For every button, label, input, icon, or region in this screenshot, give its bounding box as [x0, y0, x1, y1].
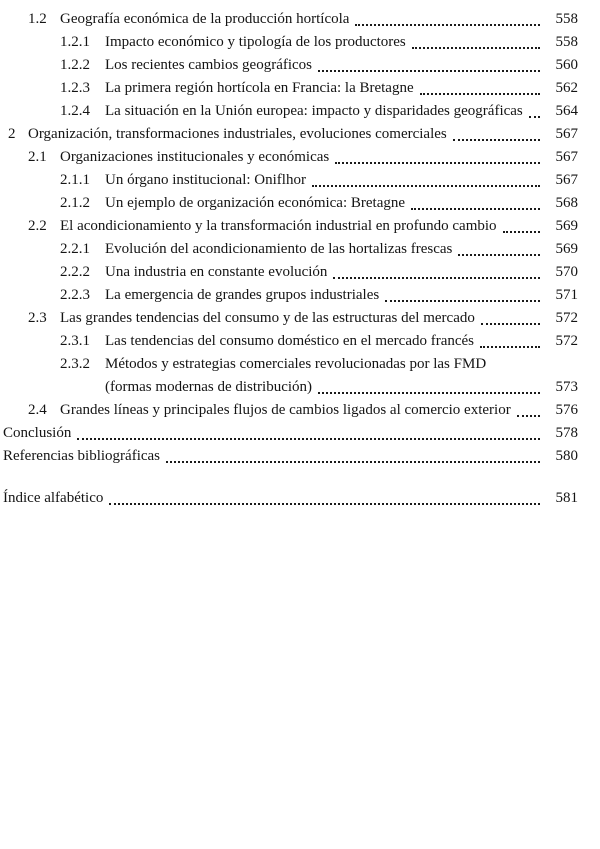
- dotted-leader: [385, 300, 540, 302]
- toc-entry: [0, 399, 578, 422]
- toc-entry: [0, 169, 578, 192]
- toc-entry-label: El acondicionamiento y la transformación industrial en profundo cambio: [60, 218, 497, 234]
- toc-entry-continuation: [0, 376, 578, 399]
- toc-entry: [0, 422, 578, 445]
- toc-entry-page: 569: [555, 218, 578, 234]
- toc-entry: [0, 100, 578, 123]
- toc-entry: [0, 353, 578, 376]
- dotted-leader: [335, 162, 540, 164]
- toc-entry-page: 581: [555, 490, 578, 506]
- toc-entry: [0, 445, 578, 468]
- toc-entry: [0, 284, 578, 307]
- toc-entry-label: Organización, transformaciones industriales, evoluciones comerciales: [28, 126, 447, 142]
- toc-entry-number: 2.3.2: [60, 356, 90, 372]
- toc-entry-label: Un órgano institucional: Oniflhor: [105, 172, 306, 188]
- dotted-leader: [453, 139, 540, 141]
- toc-entry-page: 580: [555, 448, 578, 464]
- toc-entry: [0, 54, 578, 77]
- dotted-leader: [458, 254, 540, 256]
- toc-entry-label: Geografía económica de la producción hortícola: [60, 11, 350, 27]
- toc-entry-label: Impacto económico y tipología de los productores: [105, 34, 406, 50]
- toc-entry-page: 576: [555, 402, 578, 418]
- toc-entry-label: (formas modernas de distribución): [105, 379, 313, 395]
- toc-entry-page: 573: [555, 379, 578, 395]
- toc-entry-page: 572: [555, 333, 578, 349]
- toc-entry-label: Conclusión: [3, 425, 72, 441]
- toc-entry-page: 567: [555, 172, 578, 188]
- toc-entry-number: 2.1.1: [60, 172, 90, 188]
- toc-entry-number: 1.2.2: [60, 57, 90, 73]
- toc-entry-page: 558: [555, 11, 578, 27]
- toc-entry-label: Las tendencias del consumo doméstico en el mercado francés: [105, 333, 475, 349]
- toc-entry: [0, 31, 578, 54]
- toc-entry: [0, 77, 578, 100]
- toc-entry-page: 569: [555, 241, 578, 257]
- toc-entry-number: 2.2: [28, 218, 47, 234]
- dotted-leader: [517, 415, 540, 417]
- dotted-leader: [312, 185, 540, 187]
- toc-entry-label: Las grandes tendencias del consumo y de las estructuras del mercado: [60, 310, 475, 326]
- toc-entry-label: Grandes líneas y principales flujos de cambios ligados al comercio exterior: [60, 402, 511, 418]
- toc-entry-page: 567: [555, 126, 578, 142]
- toc-entry-number: 1.2.3: [60, 80, 90, 96]
- toc-entry-label: Los recientes cambios geográficos: [105, 57, 313, 73]
- toc-entry-page: 578: [555, 425, 578, 441]
- toc-entry-label: Índice alfabético: [3, 490, 104, 506]
- toc-entry-page: 560: [555, 57, 578, 73]
- dotted-leader: [420, 93, 540, 95]
- dotted-leader: [333, 277, 540, 279]
- toc-entry: [0, 487, 578, 510]
- toc-entry-page: 567: [555, 149, 578, 165]
- toc-entry-label: La situación en la Unión europea: impacto y disparidades geográficas: [105, 103, 523, 119]
- dotted-leader: [480, 346, 540, 348]
- toc-entry-number: 2.4: [28, 402, 47, 418]
- dotted-leader: [166, 461, 540, 463]
- toc-entry-number: 2.2.3: [60, 287, 90, 303]
- toc-entry: [0, 238, 578, 261]
- toc-entry: [0, 123, 578, 146]
- toc-entry: [0, 261, 578, 284]
- dotted-leader: [412, 47, 540, 49]
- toc-entry-number: 2.2.1: [60, 241, 90, 257]
- toc-entry-page: 568: [555, 195, 578, 211]
- toc-entry-number: 1.2.1: [60, 34, 90, 50]
- toc-entry-label: Métodos y estrategias comerciales revolucionadas por las FMD: [105, 356, 487, 372]
- dotted-leader: [355, 24, 540, 26]
- toc-entry-page: 570: [555, 264, 578, 280]
- toc-entry: [0, 307, 578, 330]
- toc-entry: [0, 8, 578, 31]
- dotted-leader: [318, 392, 540, 394]
- toc-entry-label: Evolución del acondicionamiento de las hortalizas frescas: [105, 241, 453, 257]
- toc-entry: [0, 215, 578, 238]
- toc-entry-label: Referencias bibliográficas: [3, 448, 161, 464]
- toc-entry-page: 571: [555, 287, 578, 303]
- toc-entry-label: La emergencia de grandes grupos industriales: [105, 287, 380, 303]
- dotted-leader: [109, 503, 540, 505]
- toc-entry-page: 562: [555, 80, 578, 96]
- toc-entry-number: 2.3.1: [60, 333, 90, 349]
- dotted-leader: [503, 231, 540, 233]
- toc-entry-label: Un ejemplo de organización económica: Bretagne: [105, 195, 406, 211]
- toc-entry-number: 2.1: [28, 149, 47, 165]
- dotted-leader: [318, 70, 540, 72]
- toc-entry-page: 558: [555, 34, 578, 50]
- toc-entry-page: 572: [555, 310, 578, 326]
- toc-entry-label: Una industria en constante evolución: [105, 264, 328, 280]
- toc-entry-label: Organizaciones institucionales y económicas: [60, 149, 330, 165]
- toc-entry-number: 2.1.2: [60, 195, 90, 211]
- dotted-leader: [411, 208, 540, 210]
- toc-entry-label: La primera región hortícola en Francia: la Bretagne: [105, 80, 414, 96]
- toc-entry: [0, 330, 578, 353]
- dotted-leader: [481, 323, 540, 325]
- dotted-leader: [529, 116, 540, 118]
- toc-entry-number: 2: [8, 126, 16, 142]
- toc-entry: [0, 192, 578, 215]
- toc-entry-number: 1.2: [28, 11, 47, 27]
- toc-entry-number: 2.3: [28, 310, 47, 326]
- toc-entry-number: 1.2.4: [60, 103, 90, 119]
- toc-entry-number: 2.2.2: [60, 264, 90, 280]
- dotted-leader: [77, 438, 540, 440]
- toc-entry: [0, 146, 578, 169]
- toc-entry-page: 564: [555, 103, 578, 119]
